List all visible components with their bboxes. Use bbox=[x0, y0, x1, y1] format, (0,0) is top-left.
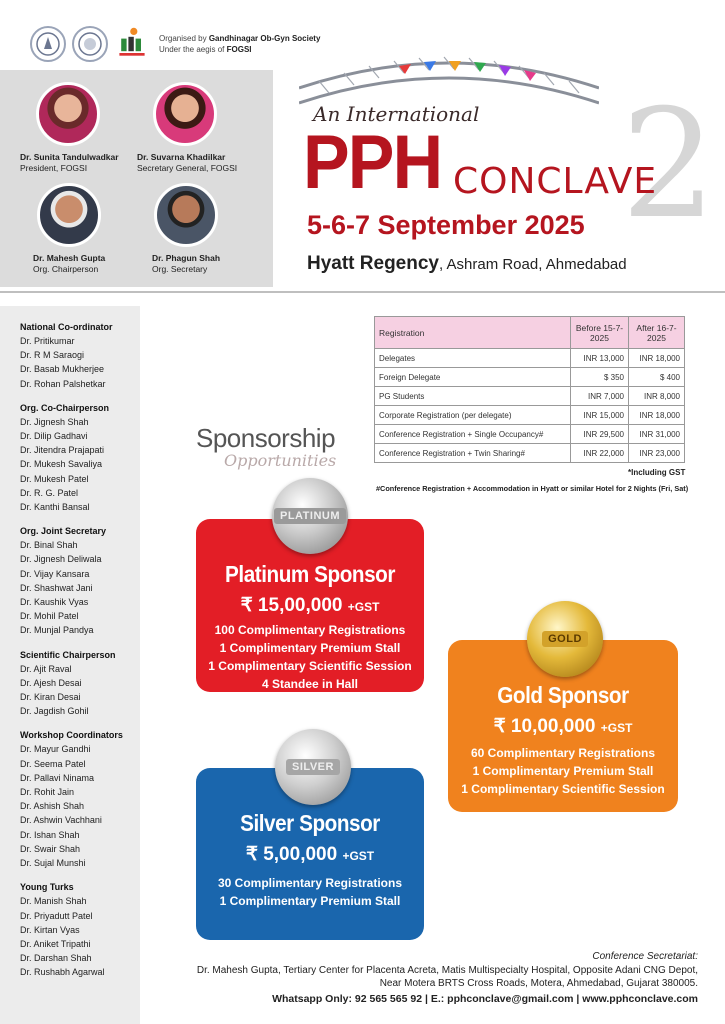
speaker-name: Dr. Mahesh Gupta bbox=[33, 253, 106, 263]
speaker-role: President, FOGSI bbox=[20, 163, 88, 173]
section-divider bbox=[0, 291, 725, 293]
committee-member: Dr. Dilip Gadhavi bbox=[20, 431, 88, 442]
benefit-item: 60 Complimentary Registrations bbox=[470, 746, 656, 760]
campaign-logo bbox=[114, 26, 150, 62]
speaker-photo bbox=[36, 82, 100, 146]
row-label: PG Students bbox=[375, 387, 571, 406]
card-title: Gold Sponsor bbox=[497, 682, 629, 708]
row-label: Conference Registration + Twin Sharing# bbox=[375, 444, 571, 463]
table-row bbox=[375, 387, 685, 406]
committee-group bbox=[20, 401, 140, 514]
row-before: $ 350 bbox=[571, 368, 629, 387]
organiser-text: Organised by Gandhinagar Ob-Gyn Society Under the aegis of FOGSI bbox=[159, 34, 321, 54]
committee-member: Dr. Aniket Tripathi bbox=[20, 938, 91, 949]
speaker-card bbox=[137, 82, 237, 174]
committee-group bbox=[20, 728, 140, 870]
row-after: INR 18,000 bbox=[629, 349, 685, 368]
card-title: Platinum Sponsor bbox=[225, 561, 395, 587]
row-after: INR 31,000 bbox=[629, 425, 685, 444]
row-label: Delegates bbox=[375, 349, 571, 368]
card-title: Silver Sponsor bbox=[240, 810, 380, 836]
gst-note: *Including GST bbox=[628, 468, 686, 477]
row-before: INR 7,000 bbox=[571, 387, 629, 406]
row-label: Foreign Delegate bbox=[375, 368, 571, 387]
committee-member: Dr. Kirtan Vyas bbox=[20, 924, 80, 935]
event-title-sub: CONCLAVE bbox=[453, 161, 658, 202]
committee-member: Dr. Jignesh Deliwala bbox=[20, 554, 102, 565]
committee-member: Dr. Kanthi Bansal bbox=[20, 502, 90, 513]
committee-group bbox=[20, 880, 140, 979]
committee-member: Dr. Mohil Patel bbox=[20, 611, 79, 622]
row-before: INR 13,000 bbox=[571, 349, 629, 368]
committee-member: Dr. Pritikumar bbox=[20, 336, 75, 346]
edition-number: 2 bbox=[621, 78, 717, 252]
benefit-item: 4 Standee in Hall bbox=[261, 677, 359, 691]
speaker-photo bbox=[153, 82, 217, 146]
event-venue: Hyatt Regency, Ashram Road, Ahmedabad bbox=[307, 253, 627, 274]
row-before: INR 22,000 bbox=[571, 444, 629, 463]
contact-line: Whatsapp Only: 92 565 565 92 | E.: pphconclave@gmail.com | www.pphconclave.com bbox=[272, 992, 698, 1005]
table-row bbox=[375, 349, 685, 368]
table-header-row bbox=[375, 317, 685, 349]
society-logo bbox=[72, 26, 108, 62]
benefit-list bbox=[196, 621, 424, 693]
sponsorship-subtitle: Opportunities bbox=[224, 451, 337, 470]
secretariat-label: Conference Secretariat: bbox=[592, 951, 698, 962]
header-after: After 16-7-2025 bbox=[629, 317, 685, 349]
committee-member: Dr. Ajit Raval bbox=[20, 663, 72, 674]
committee-heading: Workshop Coordinators bbox=[20, 730, 123, 741]
committee-group bbox=[20, 524, 140, 637]
fogsi-logo bbox=[30, 26, 66, 62]
committee-heading: Org. Co-Chairperson bbox=[20, 402, 110, 413]
benefit-list bbox=[448, 744, 678, 798]
event-title-main: PPH bbox=[303, 120, 442, 205]
speaker-name: Dr. Sunita Tandulwadkar bbox=[20, 152, 119, 162]
committee-member: Dr. R M Saraogi bbox=[20, 350, 85, 361]
committee-member: Dr. Jitendra Prajapati bbox=[20, 445, 105, 456]
speaker-photo bbox=[37, 183, 101, 247]
speaker-role: Org. Secretary bbox=[152, 264, 208, 274]
committee-member: Dr. Pallavi Ninama bbox=[20, 772, 95, 783]
benefit-item: 1 Complimentary Premium Stall bbox=[472, 764, 654, 778]
committee-member: Dr. Rohit Jain bbox=[20, 787, 75, 798]
header-label: Registration bbox=[375, 317, 571, 349]
committee-member: Dr. Mayur Gandhi bbox=[20, 744, 91, 755]
committee-heading: Scientific Chairperson bbox=[20, 649, 116, 660]
row-label: Conference Registration + Single Occupancy# bbox=[375, 425, 571, 444]
committee-member: Dr. Darshan Shah bbox=[20, 953, 92, 964]
header-before: Before 15-7-2025 bbox=[571, 317, 629, 349]
event-dates: 5-6-7 September 2025 bbox=[307, 210, 585, 240]
benefit-item: 1 Complimentary Premium Stall bbox=[219, 641, 401, 655]
address-line: Near Motera BRTS Cross Roads, Motera, Ahmedabad, Gujarat 380005. bbox=[379, 978, 698, 989]
committee-member: Dr. Sujal Munshi bbox=[20, 858, 86, 869]
registration-table bbox=[374, 316, 685, 463]
speaker-name: Dr. Suvarna Khadilkar bbox=[137, 152, 226, 162]
card-price: ₹ 5,00,000 +GST bbox=[245, 844, 375, 865]
committee-member: Dr. Ajesh Desai bbox=[20, 677, 82, 688]
committee-member: Dr. Shashwat Jani bbox=[20, 582, 93, 593]
platinum-medal-icon bbox=[272, 478, 348, 554]
speaker-role: Org. Chairperson bbox=[33, 264, 99, 274]
card-price: ₹ 10,00,000 +GST bbox=[493, 716, 633, 737]
committee-member: Dr. Ishan Shah bbox=[20, 829, 80, 840]
gold-medal-icon bbox=[527, 601, 603, 677]
committee-heading: Young Turks bbox=[20, 882, 74, 893]
benefit-item: 100 Complimentary Registrations bbox=[214, 623, 406, 637]
committee-member: Dr. Binal Shah bbox=[20, 540, 78, 551]
table-row bbox=[375, 406, 685, 425]
medal-label: PLATINUM bbox=[274, 508, 346, 524]
speaker-card bbox=[152, 183, 220, 275]
committee-member: Dr. Kiran Desai bbox=[20, 692, 81, 703]
committee-member: Dr. Rohan Palshetkar bbox=[20, 378, 106, 389]
medal-label: SILVER bbox=[286, 759, 340, 775]
medal-label: GOLD bbox=[542, 631, 588, 647]
footer bbox=[197, 950, 698, 1006]
committee-member: Dr. Mukesh Patel bbox=[20, 473, 89, 484]
table-row bbox=[375, 444, 685, 463]
committee-group bbox=[20, 320, 140, 391]
speaker-photo bbox=[154, 183, 218, 247]
row-before: INR 15,000 bbox=[571, 406, 629, 425]
benefit-item: 1 Complimentary Scientific Session bbox=[461, 782, 665, 796]
benefit-item: 1 Complimentary Premium Stall bbox=[219, 894, 401, 908]
committee-member: Dr. Seema Patel bbox=[20, 758, 86, 769]
sponsorship-title: Sponsorship bbox=[196, 423, 336, 453]
committee-member: Dr. Vijay Kansara bbox=[20, 568, 90, 579]
committee-member: Dr. Mukesh Savaliya bbox=[20, 459, 103, 470]
accommodation-note: #Conference Registration + Accommodation in Hyatt or similar Hotel for 2 Nights (Fri, Sat) bbox=[376, 484, 689, 493]
committee-member: Dr. Jagdish Gohil bbox=[20, 706, 89, 717]
silver-medal-icon bbox=[275, 729, 351, 805]
committee-group bbox=[20, 648, 140, 719]
speaker-card bbox=[33, 183, 105, 275]
event-prefix: An International bbox=[313, 102, 480, 126]
committee-sidebar bbox=[0, 306, 140, 1024]
committee-member: Dr. Ashish Shah bbox=[20, 801, 85, 812]
table-row bbox=[375, 368, 685, 387]
event-title-area bbox=[273, 40, 725, 290]
row-label: Corporate Registration (per delegate) bbox=[375, 406, 571, 425]
row-after: INR 8,000 bbox=[629, 387, 685, 406]
row-before: INR 29,500 bbox=[571, 425, 629, 444]
benefit-list bbox=[196, 874, 424, 910]
benefit-item: 30 Complimentary Registrations bbox=[217, 876, 403, 890]
row-after: $ 400 bbox=[629, 368, 685, 387]
committee-member: Dr. Basab Mukherjee bbox=[20, 364, 105, 375]
row-after: INR 23,000 bbox=[629, 444, 685, 463]
committee-member: Dr. Ashwin Vachhani bbox=[20, 815, 102, 826]
committee-heading: Org. Joint Secretary bbox=[20, 526, 107, 537]
benefit-item: 1 Complimentary Scientific Session bbox=[208, 659, 412, 673]
row-after: INR 18,000 bbox=[629, 406, 685, 425]
committee-member: Dr. Munjal Pandya bbox=[20, 625, 94, 636]
committee-member: Dr. Kaushik Vyas bbox=[20, 597, 89, 608]
card-price: ₹ 15,00,000 +GST bbox=[240, 595, 380, 616]
committee-member: Dr. Manish Shah bbox=[20, 896, 87, 907]
speaker-card bbox=[20, 82, 119, 174]
committee-heading: National Co-ordinator bbox=[20, 322, 113, 332]
committee-member: Dr. Swair Shah bbox=[20, 843, 81, 854]
address-line: Dr. Mahesh Gupta, Tertiary Center for Placenta Acreta, Matis Multispecialty Hospital, Opposite Adani CNG Depot, bbox=[196, 964, 698, 976]
speaker-name: Dr. Phagun Shah bbox=[152, 253, 221, 263]
speaker-role: Secretary General, FOGSI bbox=[137, 163, 238, 173]
table-row bbox=[375, 425, 685, 444]
committee-member: Dr. R. G. Patel bbox=[20, 487, 79, 498]
committee-member: Dr. Priyadutt Patel bbox=[20, 910, 93, 921]
committee-member: Dr. Rushabh Agarwal bbox=[20, 967, 105, 978]
committee-member: Dr. Jignesh Shah bbox=[20, 416, 89, 427]
